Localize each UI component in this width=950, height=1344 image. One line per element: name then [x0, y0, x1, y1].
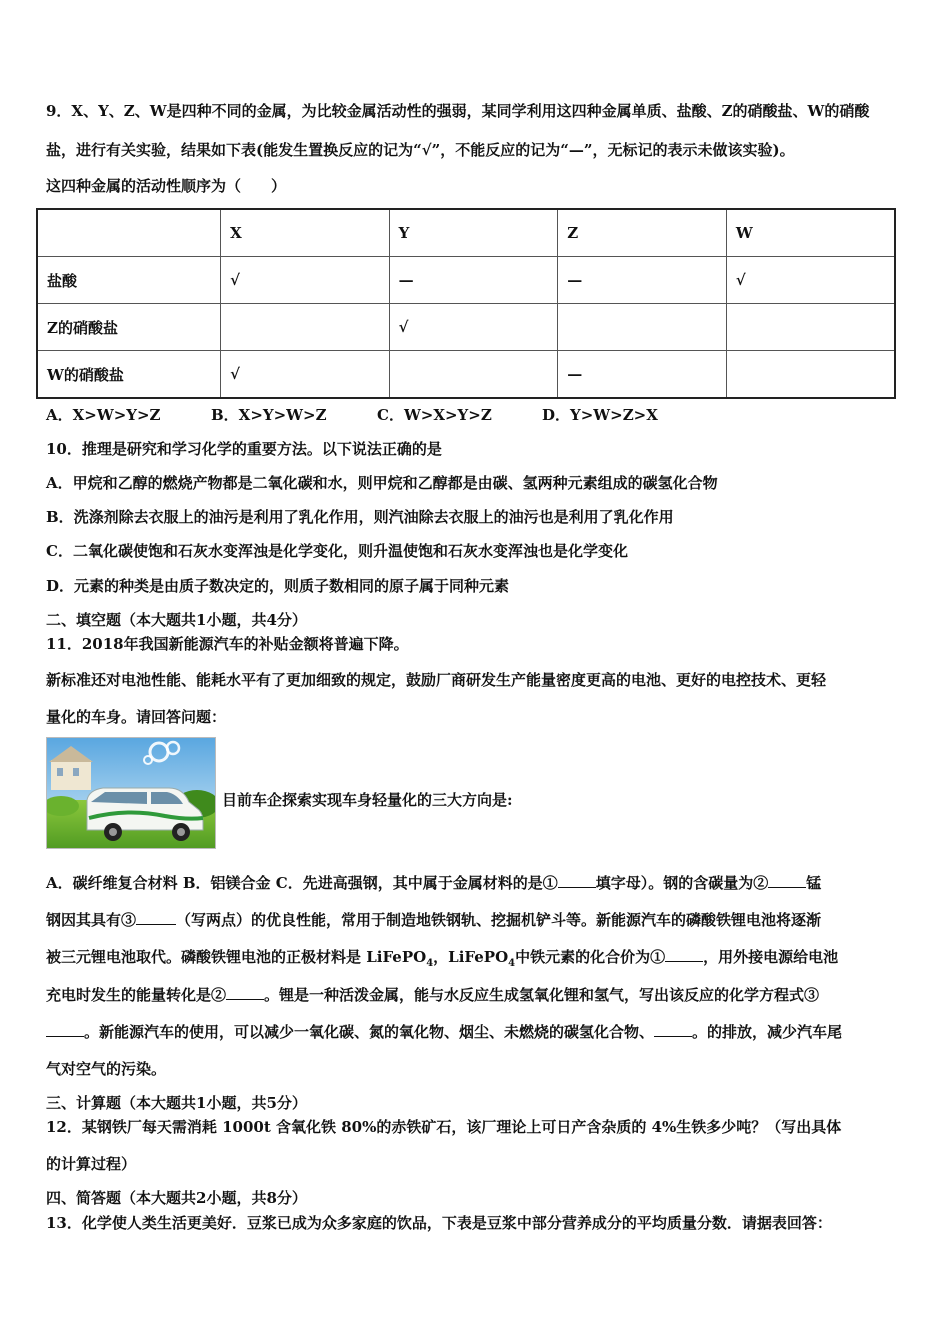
answer-blank[interactable]	[136, 908, 176, 925]
table-cell: √	[726, 257, 895, 304]
q11-text-line-6: 气对空气的污染。	[46, 1060, 167, 1078]
table-cell: √	[221, 257, 390, 304]
table-cell	[726, 351, 895, 399]
table-cell	[389, 351, 558, 399]
answer-blank[interactable]	[654, 1020, 692, 1037]
table-cell	[558, 304, 727, 351]
q10-option-c: C．二氧化碳使饱和石灰水变浑浊是化学变化，则升温使饱和石灰水变浑浊也是化学变化	[46, 542, 628, 560]
table-header-cell: Z	[558, 209, 727, 257]
q9-option-c: C．W>X>Y>Z	[377, 406, 492, 424]
q11-text: 锰	[806, 874, 822, 892]
answer-blank[interactable]	[665, 945, 703, 962]
table-cell: —	[558, 257, 727, 304]
q11-text: 被三元锂电池取代。磷酸铁锂电池的正极材料是 LiFePO	[46, 948, 427, 966]
q11-text-line-4	[46, 983, 819, 1006]
table-row	[37, 351, 895, 399]
answer-blank[interactable]	[768, 871, 806, 888]
table-row	[37, 304, 895, 351]
q11-text: 。新能源汽车的使用，可以减少一氧化碳、氮的氧化物、烟尘、未燃烧的碳氢化合物、	[84, 1023, 655, 1041]
table-header-cell: X	[221, 209, 390, 257]
q9-results-table	[36, 208, 896, 399]
table-header-cell: W	[726, 209, 895, 257]
table-cell: √	[389, 304, 558, 351]
table-cell: Z的硝酸盐	[37, 304, 221, 351]
table-header-cell: Y	[389, 209, 558, 257]
section-heading-short-answer: 四、简答题（本大题共2小题，共8分）	[46, 1189, 307, 1207]
formula-subscript: 4	[426, 958, 434, 969]
q11-intro-line-1: 新标准还对电池性能、能耗水平有了更加细致的规定，鼓励厂商研发生产能量密度更高的电池、更好的电控技术、更轻	[46, 671, 827, 689]
q9-option-a: A．X>W>Y>Z	[46, 406, 161, 424]
q10-stem: 10．推理是研究和学习化学的重要方法。以下说法正确的是	[46, 440, 442, 458]
table-cell: √	[221, 351, 390, 399]
table-cell: 盐酸	[37, 257, 221, 304]
q11-text-line-1	[46, 871, 821, 894]
q11-text: 中铁元素的化合价为①	[515, 948, 666, 966]
table-cell: —	[389, 257, 558, 304]
table-row	[37, 257, 895, 304]
q11-text: 充电时发生的能量转化是②	[46, 986, 227, 1004]
q11-text-line-3	[46, 945, 838, 975]
q11-text: 。锂是一种活泼金属，能与水反应生成氢氧化锂和氢气，写出该反应的化学方程式③	[264, 986, 820, 1004]
q10-option-b: B．洗涤剂除去衣服上的油污是利用了乳化作用，则汽油除去衣服上的油污也是利用了乳化作用	[46, 508, 674, 526]
table-header-cell	[37, 209, 221, 257]
q11-intro-line-2: 量化的车身。请回答问题：	[46, 708, 227, 726]
q11-text: （写两点）的优良性能，常用于制造地铁钢轨、挖掘机铲斗等。新能源汽车的磷酸铁锂电池将逐渐	[176, 911, 822, 929]
q9-stem-line-3: 这四种金属的活动性顺序为（ ）	[46, 177, 287, 195]
q11-text: ，LiFePO	[433, 948, 509, 966]
q11-figure-caption: 目前车企探索实现车身轻量化的三大方向是:	[222, 791, 513, 809]
q11-text: ，用外接电源给电池	[703, 948, 839, 966]
q12-line-1: 12．某钢铁厂每天需消耗 1000t 含氧化铁 80%的赤铁矿石，该厂理论上可日产含杂质的 4%生铁多少吨？（写出具体	[46, 1118, 842, 1136]
q11-text: 钢因其具有③	[46, 911, 137, 929]
table-cell	[221, 304, 390, 351]
table-cell	[726, 304, 895, 351]
q11-text-line-2	[46, 908, 821, 931]
q10-option-a: A．甲烷和乙醇的燃烧产物都是二氧化碳和水，则甲烷和乙醇都是由碳、氢两种元素组成的碳氢化合物	[46, 474, 718, 492]
q9-stem-line-2: 盐，进行有关实验，结果如下表(能发生置换反应的记为“√”，不能反应的记为“—”，无标记的表示未做该实验)。	[46, 141, 795, 159]
q11-text: 填字母）。钢的含碳量为②	[595, 874, 769, 892]
ev-van-photo	[46, 737, 216, 849]
q10-option-d: D．元素的种类是由质子数决定的，则质子数相同的原子属于同种元素	[46, 577, 510, 595]
q11-title: 11．2018年我国新能源汽车的补贴金额将普遍下降。	[46, 635, 409, 653]
q11-text-line-5	[46, 1020, 842, 1043]
q9-option-b: B．X>Y>W>Z	[211, 406, 327, 424]
answer-blank[interactable]	[46, 1020, 84, 1037]
q11-text: 。的排放，减少汽车尾	[692, 1023, 843, 1041]
q12-line-2: 的计算过程）	[46, 1155, 137, 1173]
section-heading-fill-in: 二、填空题（本大题共1小题，共4分）	[46, 611, 307, 629]
q9-stem-line-1: 9．X、Y、Z、W是四种不同的金属，为比较金属活动性的强弱，某同学利用这四种金属单质、盐酸、Z的硝酸盐、W的硝酸	[46, 102, 870, 120]
formula-subscript: 4	[508, 958, 516, 969]
answer-blank[interactable]	[558, 871, 596, 888]
table-cell: —	[558, 351, 727, 399]
q9-option-d: D．Y>W>Z>X	[542, 406, 658, 424]
q11-text: A．碳纤维复合材料 B．铝镁合金 C．先进高强钢，其中属于金属材料的是①	[46, 874, 558, 892]
table-cell: W的硝酸盐	[37, 351, 221, 399]
q13-line-1: 13．化学使人类生活更美好．豆浆已成为众多家庭的饮品，下表是豆浆中部分营养成分的平均质量分数．请据表回答：	[46, 1214, 832, 1232]
answer-blank[interactable]	[226, 983, 264, 1000]
table-header-row	[37, 209, 895, 257]
section-heading-calculation: 三、计算题（本大题共1小题，共5分）	[46, 1094, 307, 1112]
